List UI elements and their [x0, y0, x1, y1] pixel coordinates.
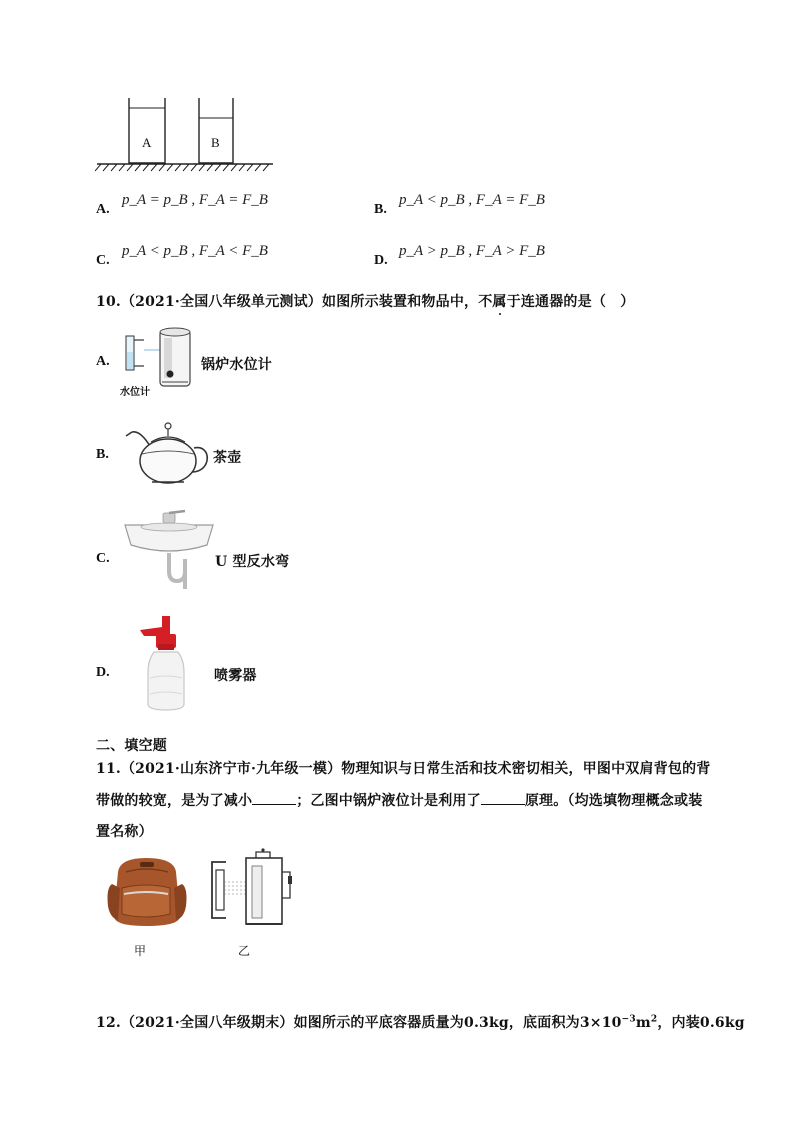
caption-jia: 甲	[134, 944, 147, 958]
containers-figure	[95, 92, 280, 174]
q12-text-a: 如图所示的平底容器质量为0.3kg，底面积为3×10	[293, 1015, 622, 1031]
q10-stem-before: 如图所示装置和物品中，	[322, 294, 479, 310]
container-a-label: A	[142, 135, 152, 150]
q10-stem	[96, 291, 634, 311]
q10-option-d-letter: D.	[96, 665, 110, 680]
q10-option-a-sublabel: 水位计	[120, 387, 150, 398]
sprayer-image	[134, 614, 204, 714]
q11-line-2	[96, 790, 702, 810]
q12-source: （2021·全国八年级期末）	[120, 1015, 294, 1031]
q11-line-1	[96, 758, 710, 778]
q10-option-c-letter: C.	[96, 551, 110, 566]
container-b-label: B	[211, 135, 220, 150]
q10-option-d-label: 喷雾器	[214, 668, 257, 684]
q9-option-a-formula: p_A = p_B , F_A = F_B	[122, 192, 268, 208]
backpack-image	[104, 854, 190, 930]
q10-emphasis: 不属于	[478, 294, 521, 310]
q11-blank-1[interactable]	[252, 790, 296, 805]
q11-line2-c: 原理。（均选填物理概念或装	[524, 793, 703, 809]
q10-number: 10.	[96, 294, 121, 310]
q10-source: （2021·全国八年级单元测试）	[120, 294, 323, 310]
q12-unit-exponent: 2	[650, 1014, 658, 1025]
q12-number: 12.	[96, 1015, 121, 1031]
teapot-image	[118, 414, 216, 488]
q11-source: （2021·山东济宁市·九年级一模）	[120, 761, 342, 777]
q10-option-b-label: 茶壶	[213, 450, 242, 466]
q10-stem-after: 连通器的是（ ）	[520, 294, 635, 310]
q11-line2-b: ；乙图中锅炉液位计是利用了	[296, 793, 481, 809]
q9-option-a-letter: A.	[96, 202, 110, 217]
q9-option-d-letter: D.	[374, 253, 388, 268]
q12-unit: m	[635, 1015, 651, 1031]
q9-option-c-letter: C.	[96, 253, 110, 268]
q12-stem	[96, 1012, 745, 1032]
q12-text-b: ，内装0.6kg	[657, 1015, 745, 1031]
q9-option-c-formula: p_A < p_B , F_A < F_B	[122, 243, 268, 259]
caption-yi: 乙	[238, 944, 251, 958]
q9-option-b-letter: B.	[374, 202, 387, 217]
q10-option-a-label: 锅炉水位计	[201, 357, 272, 373]
sink-u-trap-image	[123, 509, 215, 589]
q9-option-d-formula: p_A > p_B , F_A > F_B	[399, 243, 545, 259]
q9-option-b-formula: p_A < p_B , F_A = F_B	[399, 192, 545, 208]
q10-option-c-label: U 型反水弯	[215, 554, 290, 570]
q11-line2-a: 带做的较宽，是为了减小	[96, 793, 253, 809]
section-2-title: 二、填空题	[96, 738, 167, 754]
q11-line1-text: 物理知识与日常生活和技术密切相关，甲图中双肩背包的背	[341, 761, 711, 777]
q11-blank-2[interactable]	[481, 790, 525, 805]
q10-option-a-letter: A.	[96, 354, 110, 369]
q10-option-b-letter: B.	[96, 447, 109, 462]
q12-exponent: −3	[621, 1014, 636, 1025]
level-gauge-image	[204, 848, 300, 930]
q11-line-3: 置名称）	[96, 824, 153, 840]
q11-number: 11.	[96, 761, 121, 777]
